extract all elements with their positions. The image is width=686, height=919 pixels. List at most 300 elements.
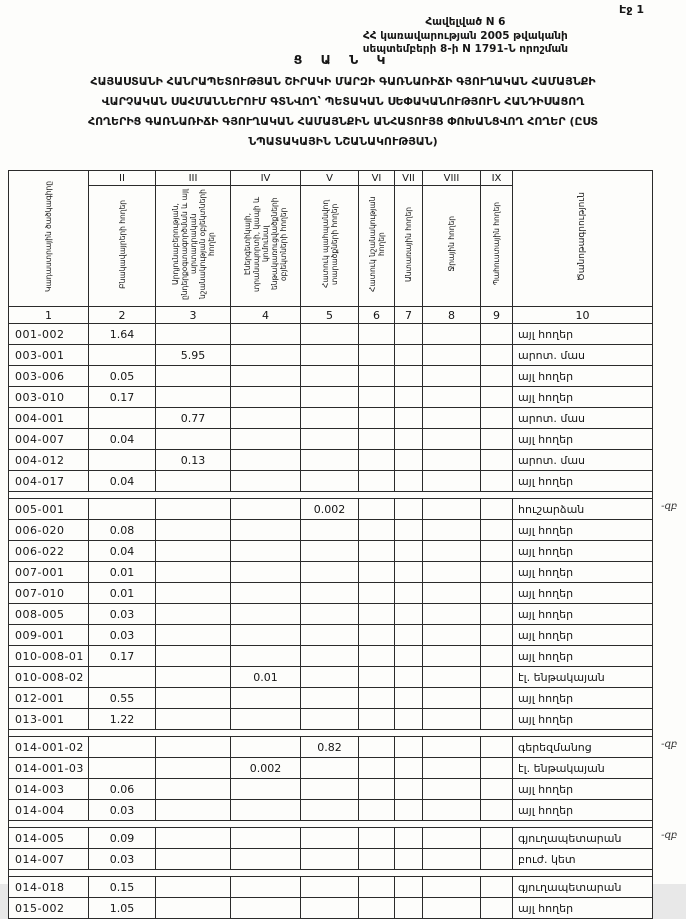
column-number: 7 — [395, 307, 423, 324]
area-value-cell — [231, 471, 301, 492]
area-value-cell — [423, 849, 481, 870]
note-cell: արոտ. մաս — [513, 345, 653, 366]
table-row — [9, 345, 653, 366]
area-value-cell: 0.01 — [231, 667, 301, 688]
note-cell: այլ հողեր — [513, 779, 653, 800]
area-value-cell — [423, 429, 481, 450]
cadastral-code-cell: 006-020 — [9, 520, 89, 541]
area-value-cell — [231, 737, 301, 758]
area-value-cell — [481, 387, 513, 408]
area-value-cell — [359, 541, 395, 562]
area-value-cell — [231, 345, 301, 366]
area-value-cell — [231, 604, 301, 625]
area-value-cell — [359, 737, 395, 758]
area-value-cell — [359, 688, 395, 709]
area-value-cell — [359, 604, 395, 625]
roman-numeral: IV — [231, 171, 301, 186]
area-value-cell — [156, 667, 231, 688]
area-value-cell — [481, 450, 513, 471]
area-value-cell: 0.55 — [89, 688, 156, 709]
spacer-cell — [9, 821, 653, 828]
area-value-cell: 0.04 — [89, 541, 156, 562]
area-value-cell — [231, 450, 301, 471]
area-value-cell — [481, 562, 513, 583]
table-row — [9, 828, 653, 849]
area-value-cell — [423, 828, 481, 849]
area-value-cell — [395, 562, 423, 583]
appendix-reference — [363, 16, 568, 57]
area-value-cell — [481, 583, 513, 604]
table-row — [9, 541, 653, 562]
area-value-cell — [301, 429, 359, 450]
column-number-row — [9, 307, 653, 324]
area-value-cell — [156, 562, 231, 583]
area-value-cell — [156, 366, 231, 387]
area-value-cell — [231, 709, 301, 730]
cadastral-code-cell: 010-008-02 — [9, 667, 89, 688]
area-value-cell — [231, 688, 301, 709]
area-value-cell — [481, 849, 513, 870]
area-value-cell — [481, 520, 513, 541]
area-value-cell — [231, 429, 301, 450]
area-value-cell — [359, 408, 395, 429]
header-industrial-lands: Արդյունաբերության, ընդերքօգտագործման և այլ արտադրական նշանակության օբյեկտների հողեր — [156, 186, 231, 307]
document-subtitle — [8, 72, 678, 152]
area-value-cell — [359, 800, 395, 821]
area-value-cell — [359, 387, 395, 408]
area-value-cell — [481, 408, 513, 429]
area-value-cell — [395, 779, 423, 800]
area-value-cell — [301, 450, 359, 471]
area-value-cell — [395, 583, 423, 604]
area-value-cell — [395, 625, 423, 646]
area-value-cell — [301, 345, 359, 366]
spacer-row — [9, 821, 653, 828]
area-value-cell — [301, 828, 359, 849]
table-row — [9, 625, 653, 646]
table-row — [9, 737, 653, 758]
area-value-cell: 0.01 — [89, 583, 156, 604]
appendix-line: ՀՀ կառավարության 2005 թվականի — [362, 29, 568, 42]
note-cell: այլ հողեր — [513, 541, 653, 562]
table-row — [9, 429, 653, 450]
area-value-cell — [395, 387, 423, 408]
area-value-cell — [423, 541, 481, 562]
area-value-cell — [359, 779, 395, 800]
header-energy-transport-lands: Էներգետիկայի, տրանսպորտի, կապի և կոմունալ ենթակառուցվածքների օբյեկտների հողեր — [231, 186, 301, 307]
area-value-cell — [231, 562, 301, 583]
cadastral-code-cell: 014-005 — [9, 828, 89, 849]
table-row — [9, 471, 653, 492]
cadastral-code-cell: 001-002 — [9, 324, 89, 345]
area-value-cell: 0.04 — [89, 471, 156, 492]
header-cadastral-code: Կադաստրային ծածկագիրը — [9, 171, 89, 307]
area-value-cell — [359, 345, 395, 366]
area-value-cell — [301, 324, 359, 345]
area-value-cell — [301, 625, 359, 646]
page-number: Էջ 1 — [619, 3, 644, 16]
area-value-cell — [423, 387, 481, 408]
spacer-row — [9, 730, 653, 737]
area-value-cell — [231, 541, 301, 562]
table-row — [9, 408, 653, 429]
area-value-cell — [359, 450, 395, 471]
area-value-cell — [231, 828, 301, 849]
header-forest-lands: Անտառային հողեր — [395, 186, 423, 307]
subtitle-line: ՎԱՐՉԱԿԱՆ ՍԱՀՄԱՆՆԵՐՈՒՄ ԳՏՆՎՈՂ՝ ՊԵՏԱԿԱՆ ՍԵՓԱԿԱՆՈՒԹՅՈՒՆ ՀԱՆԴԻՍԱՑՈՂ — [101, 95, 585, 108]
area-value-cell — [359, 471, 395, 492]
cadastral-code-cell: 007-001 — [9, 562, 89, 583]
area-value-cell — [301, 688, 359, 709]
area-value-cell — [359, 520, 395, 541]
area-value-cell — [156, 646, 231, 667]
area-value-cell — [301, 366, 359, 387]
area-value-cell — [481, 471, 513, 492]
area-value-cell — [481, 800, 513, 821]
cadastral-code-cell: 014-001-03 — [9, 758, 89, 779]
area-value-cell: 0.05 — [89, 366, 156, 387]
area-value-cell — [301, 387, 359, 408]
area-value-cell: 0.002 — [301, 499, 359, 520]
area-value-cell — [423, 898, 481, 919]
area-value-cell — [481, 604, 513, 625]
area-value-cell — [481, 828, 513, 849]
area-value-cell — [395, 898, 423, 919]
area-value-cell — [395, 366, 423, 387]
area-value-cell — [156, 898, 231, 919]
area-value-cell: 1.22 — [89, 709, 156, 730]
area-value-cell — [481, 646, 513, 667]
area-value-cell — [481, 345, 513, 366]
cadastral-code-cell: 014-007 — [9, 849, 89, 870]
area-value-cell — [156, 849, 231, 870]
area-value-cell: 0.06 — [89, 779, 156, 800]
area-value-cell — [423, 366, 481, 387]
area-value-cell: 1.64 — [89, 324, 156, 345]
appendix-line: Հավելված N 6 — [425, 16, 506, 28]
area-value-cell: 0.09 — [89, 828, 156, 849]
area-value-cell — [423, 604, 481, 625]
note-cell: այլ հողեր — [513, 604, 653, 625]
area-value-cell: 0.01 — [89, 562, 156, 583]
subtitle-line: ՀԱՅԱՍՏԱՆԻ ՀԱՆՐԱՊԵՏՈՒԹՅԱՆ ՇԻՐԱԿԻ ՄԱՐԶԻ ԳԱՌՆԱՌԻՃԻ ԳՅՈՒՂԱԿԱՆ ՀԱՄԱՅՆՔԻ — [90, 75, 596, 88]
area-value-cell — [231, 499, 301, 520]
roman-numeral: VIII — [423, 171, 481, 186]
table-row — [9, 800, 653, 821]
cadastral-code-cell: 009-001 — [9, 625, 89, 646]
area-value-cell: 0.03 — [89, 625, 156, 646]
spacer-row — [9, 492, 653, 499]
note-cell: այլ հողեր — [513, 520, 653, 541]
margin-annotation: -զբ — [661, 501, 678, 512]
area-value-cell — [301, 898, 359, 919]
cadastral-code-cell: 004-012 — [9, 450, 89, 471]
roman-numeral: VI — [359, 171, 395, 186]
area-value-cell — [395, 604, 423, 625]
area-value-cell — [231, 877, 301, 898]
area-value-cell: 5.95 — [156, 345, 231, 366]
roman-numeral: VII — [395, 171, 423, 186]
area-value-cell — [156, 541, 231, 562]
column-number: 5 — [301, 307, 359, 324]
area-value-cell — [156, 737, 231, 758]
table-row — [9, 562, 653, 583]
area-value-cell — [481, 541, 513, 562]
table-row — [9, 646, 653, 667]
column-number: 4 — [231, 307, 301, 324]
area-value-cell: 0.03 — [89, 604, 156, 625]
cadastral-code-cell: 006-022 — [9, 541, 89, 562]
cadastral-code-cell: 004-001 — [9, 408, 89, 429]
area-value-cell: 0.17 — [89, 387, 156, 408]
area-value-cell — [481, 324, 513, 345]
area-value-cell — [423, 520, 481, 541]
area-value-cell — [423, 450, 481, 471]
area-value-cell — [359, 877, 395, 898]
area-value-cell — [301, 849, 359, 870]
area-value-cell — [359, 898, 395, 919]
cadastral-code-cell: 010-008-01 — [9, 646, 89, 667]
area-value-cell — [301, 408, 359, 429]
area-value-cell — [231, 324, 301, 345]
note-cell: գյուղապետարան — [513, 877, 653, 898]
area-value-cell — [231, 520, 301, 541]
area-value-cell — [231, 583, 301, 604]
table-row — [9, 779, 653, 800]
area-value-cell — [423, 709, 481, 730]
area-value-cell — [231, 779, 301, 800]
area-value-cell — [423, 408, 481, 429]
header-special-purpose-lands: Հատուկ նշանակության հողեր — [359, 186, 395, 307]
note-cell: այլ հողեր — [513, 709, 653, 730]
area-value-cell: 1.05 — [89, 898, 156, 919]
area-value-cell — [301, 779, 359, 800]
area-value-cell — [301, 667, 359, 688]
area-value-cell — [395, 800, 423, 821]
area-value-cell: 0.17 — [89, 646, 156, 667]
area-value-cell — [89, 667, 156, 688]
note-cell: բուժ. կետ — [513, 849, 653, 870]
area-value-cell — [156, 324, 231, 345]
subtitle-line: ՀՈՂԵՐԻՑ ԳԱՌՆԱՌԻՃԻ ԳՅՈՒՂԱԿԱՆ ՀԱՄԱՅՆՔԻՆ ԱՆՀԱՏՈՒՅՑ ՓՈԽԱՆՑՎՈՂ ՀՈՂԵՐ (ԸՍՏ — [87, 115, 599, 128]
area-value-cell — [423, 324, 481, 345]
area-value-cell — [395, 471, 423, 492]
cadastral-code-cell: 014-003 — [9, 779, 89, 800]
area-value-cell — [395, 429, 423, 450]
area-value-cell — [423, 562, 481, 583]
area-value-cell — [89, 345, 156, 366]
area-value-cell — [395, 345, 423, 366]
note-cell: այլ հողեր — [513, 625, 653, 646]
area-value-cell — [423, 800, 481, 821]
area-value-cell: 0.03 — [89, 800, 156, 821]
area-value-cell — [395, 828, 423, 849]
header-water-lands: Ջրային հողեր — [423, 186, 481, 307]
table-row — [9, 583, 653, 604]
roman-numeral: II — [89, 171, 156, 186]
area-value-cell: 0.82 — [301, 737, 359, 758]
column-number: 3 — [156, 307, 231, 324]
table-row — [9, 758, 653, 779]
area-value-cell — [423, 758, 481, 779]
area-value-cell — [359, 667, 395, 688]
cadastral-code-cell: 004-007 — [9, 429, 89, 450]
area-value-cell — [395, 667, 423, 688]
area-value-cell — [395, 520, 423, 541]
area-value-cell — [231, 646, 301, 667]
cadastral-code-cell: 005-001 — [9, 499, 89, 520]
area-value-cell: 0.13 — [156, 450, 231, 471]
note-cell: հուշարձան -զբ — [513, 499, 653, 520]
area-value-cell — [423, 345, 481, 366]
area-value-cell — [156, 828, 231, 849]
header-reserve-lands: Պահուստային հողեր — [481, 186, 513, 307]
area-value-cell — [301, 520, 359, 541]
area-value-cell — [481, 625, 513, 646]
area-value-cell — [156, 583, 231, 604]
column-number: 8 — [423, 307, 481, 324]
area-value-cell — [301, 562, 359, 583]
area-value-cell — [89, 408, 156, 429]
table-row — [9, 450, 653, 471]
area-value-cell — [481, 898, 513, 919]
area-value-cell — [301, 646, 359, 667]
area-value-cell — [359, 646, 395, 667]
area-value-cell — [359, 366, 395, 387]
area-value-cell — [156, 688, 231, 709]
table-row — [9, 667, 653, 688]
area-value-cell — [89, 758, 156, 779]
area-value-cell — [481, 709, 513, 730]
table-row — [9, 688, 653, 709]
area-value-cell — [395, 849, 423, 870]
area-value-cell — [231, 366, 301, 387]
note-cell: այլ հողեր — [513, 898, 653, 919]
area-value-cell: 0.15 — [89, 877, 156, 898]
document-title: Ց Ա Ն Կ — [293, 52, 393, 67]
cadastral-code-cell: 014-018 — [9, 877, 89, 898]
area-value-cell — [359, 499, 395, 520]
area-value-cell — [395, 450, 423, 471]
column-number: 10 — [513, 307, 653, 324]
area-value-cell — [231, 408, 301, 429]
area-value-cell — [423, 499, 481, 520]
table-row — [9, 604, 653, 625]
area-value-cell — [395, 688, 423, 709]
spacer-cell — [9, 730, 653, 737]
area-value-cell: 0.77 — [156, 408, 231, 429]
area-value-cell — [423, 737, 481, 758]
note-cell: այլ հողեր — [513, 688, 653, 709]
area-value-cell — [156, 520, 231, 541]
area-value-cell — [395, 709, 423, 730]
area-value-cell — [423, 471, 481, 492]
column-number: 6 — [359, 307, 395, 324]
margin-annotation: -զբ — [661, 739, 678, 750]
area-value-cell — [481, 779, 513, 800]
area-value-cell — [395, 324, 423, 345]
cadastral-code-cell: 007-010 — [9, 583, 89, 604]
area-value-cell — [301, 709, 359, 730]
area-value-cell — [359, 583, 395, 604]
area-value-cell — [89, 737, 156, 758]
cadastral-code-cell: 008-005 — [9, 604, 89, 625]
area-value-cell — [156, 429, 231, 450]
table-header — [9, 171, 653, 324]
area-value-cell — [481, 758, 513, 779]
area-value-cell — [395, 877, 423, 898]
note-cell: արոտ. մաս — [513, 408, 653, 429]
area-value-cell — [359, 562, 395, 583]
area-value-cell — [423, 779, 481, 800]
area-value-cell — [481, 667, 513, 688]
margin-annotation: -զբ — [661, 830, 678, 841]
note-cell: գերեզմանոց -զբ — [513, 737, 653, 758]
area-value-cell — [395, 541, 423, 562]
cadastral-code-cell: 014-001-02 — [9, 737, 89, 758]
table-row — [9, 499, 653, 520]
area-value-cell — [156, 800, 231, 821]
cadastral-code-cell: 003-006 — [9, 366, 89, 387]
area-value-cell — [301, 758, 359, 779]
cadastral-code-cell: 003-010 — [9, 387, 89, 408]
area-value-cell — [359, 828, 395, 849]
area-value-cell — [423, 688, 481, 709]
area-value-cell — [301, 800, 359, 821]
note-cell: այլ հողեր — [513, 324, 653, 345]
area-value-cell — [359, 758, 395, 779]
note-cell: այլ հողեր — [513, 583, 653, 604]
header-note-column: Ծանոթագրություն — [513, 171, 653, 307]
area-value-cell — [423, 646, 481, 667]
area-value-cell — [89, 450, 156, 471]
note-cell: էլ. ենթակայան — [513, 758, 653, 779]
roman-numeral: III — [156, 171, 231, 186]
spacer-cell — [9, 492, 653, 499]
area-value-cell — [231, 625, 301, 646]
table-row — [9, 877, 653, 898]
note-cell: գյուղապետարան -զբ — [513, 828, 653, 849]
table-row — [9, 709, 653, 730]
area-value-cell — [301, 583, 359, 604]
area-value-cell: 0.04 — [89, 429, 156, 450]
table-row — [9, 324, 653, 345]
area-value-cell — [395, 737, 423, 758]
note-cell: այլ հողեր — [513, 387, 653, 408]
cadastral-code-cell: 015-002 — [9, 898, 89, 919]
area-value-cell — [395, 758, 423, 779]
area-value-cell — [156, 625, 231, 646]
area-value-cell — [301, 877, 359, 898]
table-row — [9, 898, 653, 919]
header-settlement-lands: Բնակավայրերի հողեր — [89, 186, 156, 307]
roman-numeral: V — [301, 171, 359, 186]
area-value-cell — [481, 366, 513, 387]
area-value-cell — [301, 541, 359, 562]
area-value-cell — [156, 758, 231, 779]
area-value-cell — [359, 849, 395, 870]
table-row — [9, 849, 653, 870]
note-cell: այլ հողեր — [513, 366, 653, 387]
table-row — [9, 520, 653, 541]
area-value-cell — [359, 709, 395, 730]
note-cell: այլ հողեր — [513, 429, 653, 450]
area-value-cell — [481, 737, 513, 758]
area-value-cell — [156, 499, 231, 520]
area-value-cell — [481, 499, 513, 520]
cadastral-code-cell: 003-001 — [9, 345, 89, 366]
spacer-cell — [9, 870, 653, 877]
